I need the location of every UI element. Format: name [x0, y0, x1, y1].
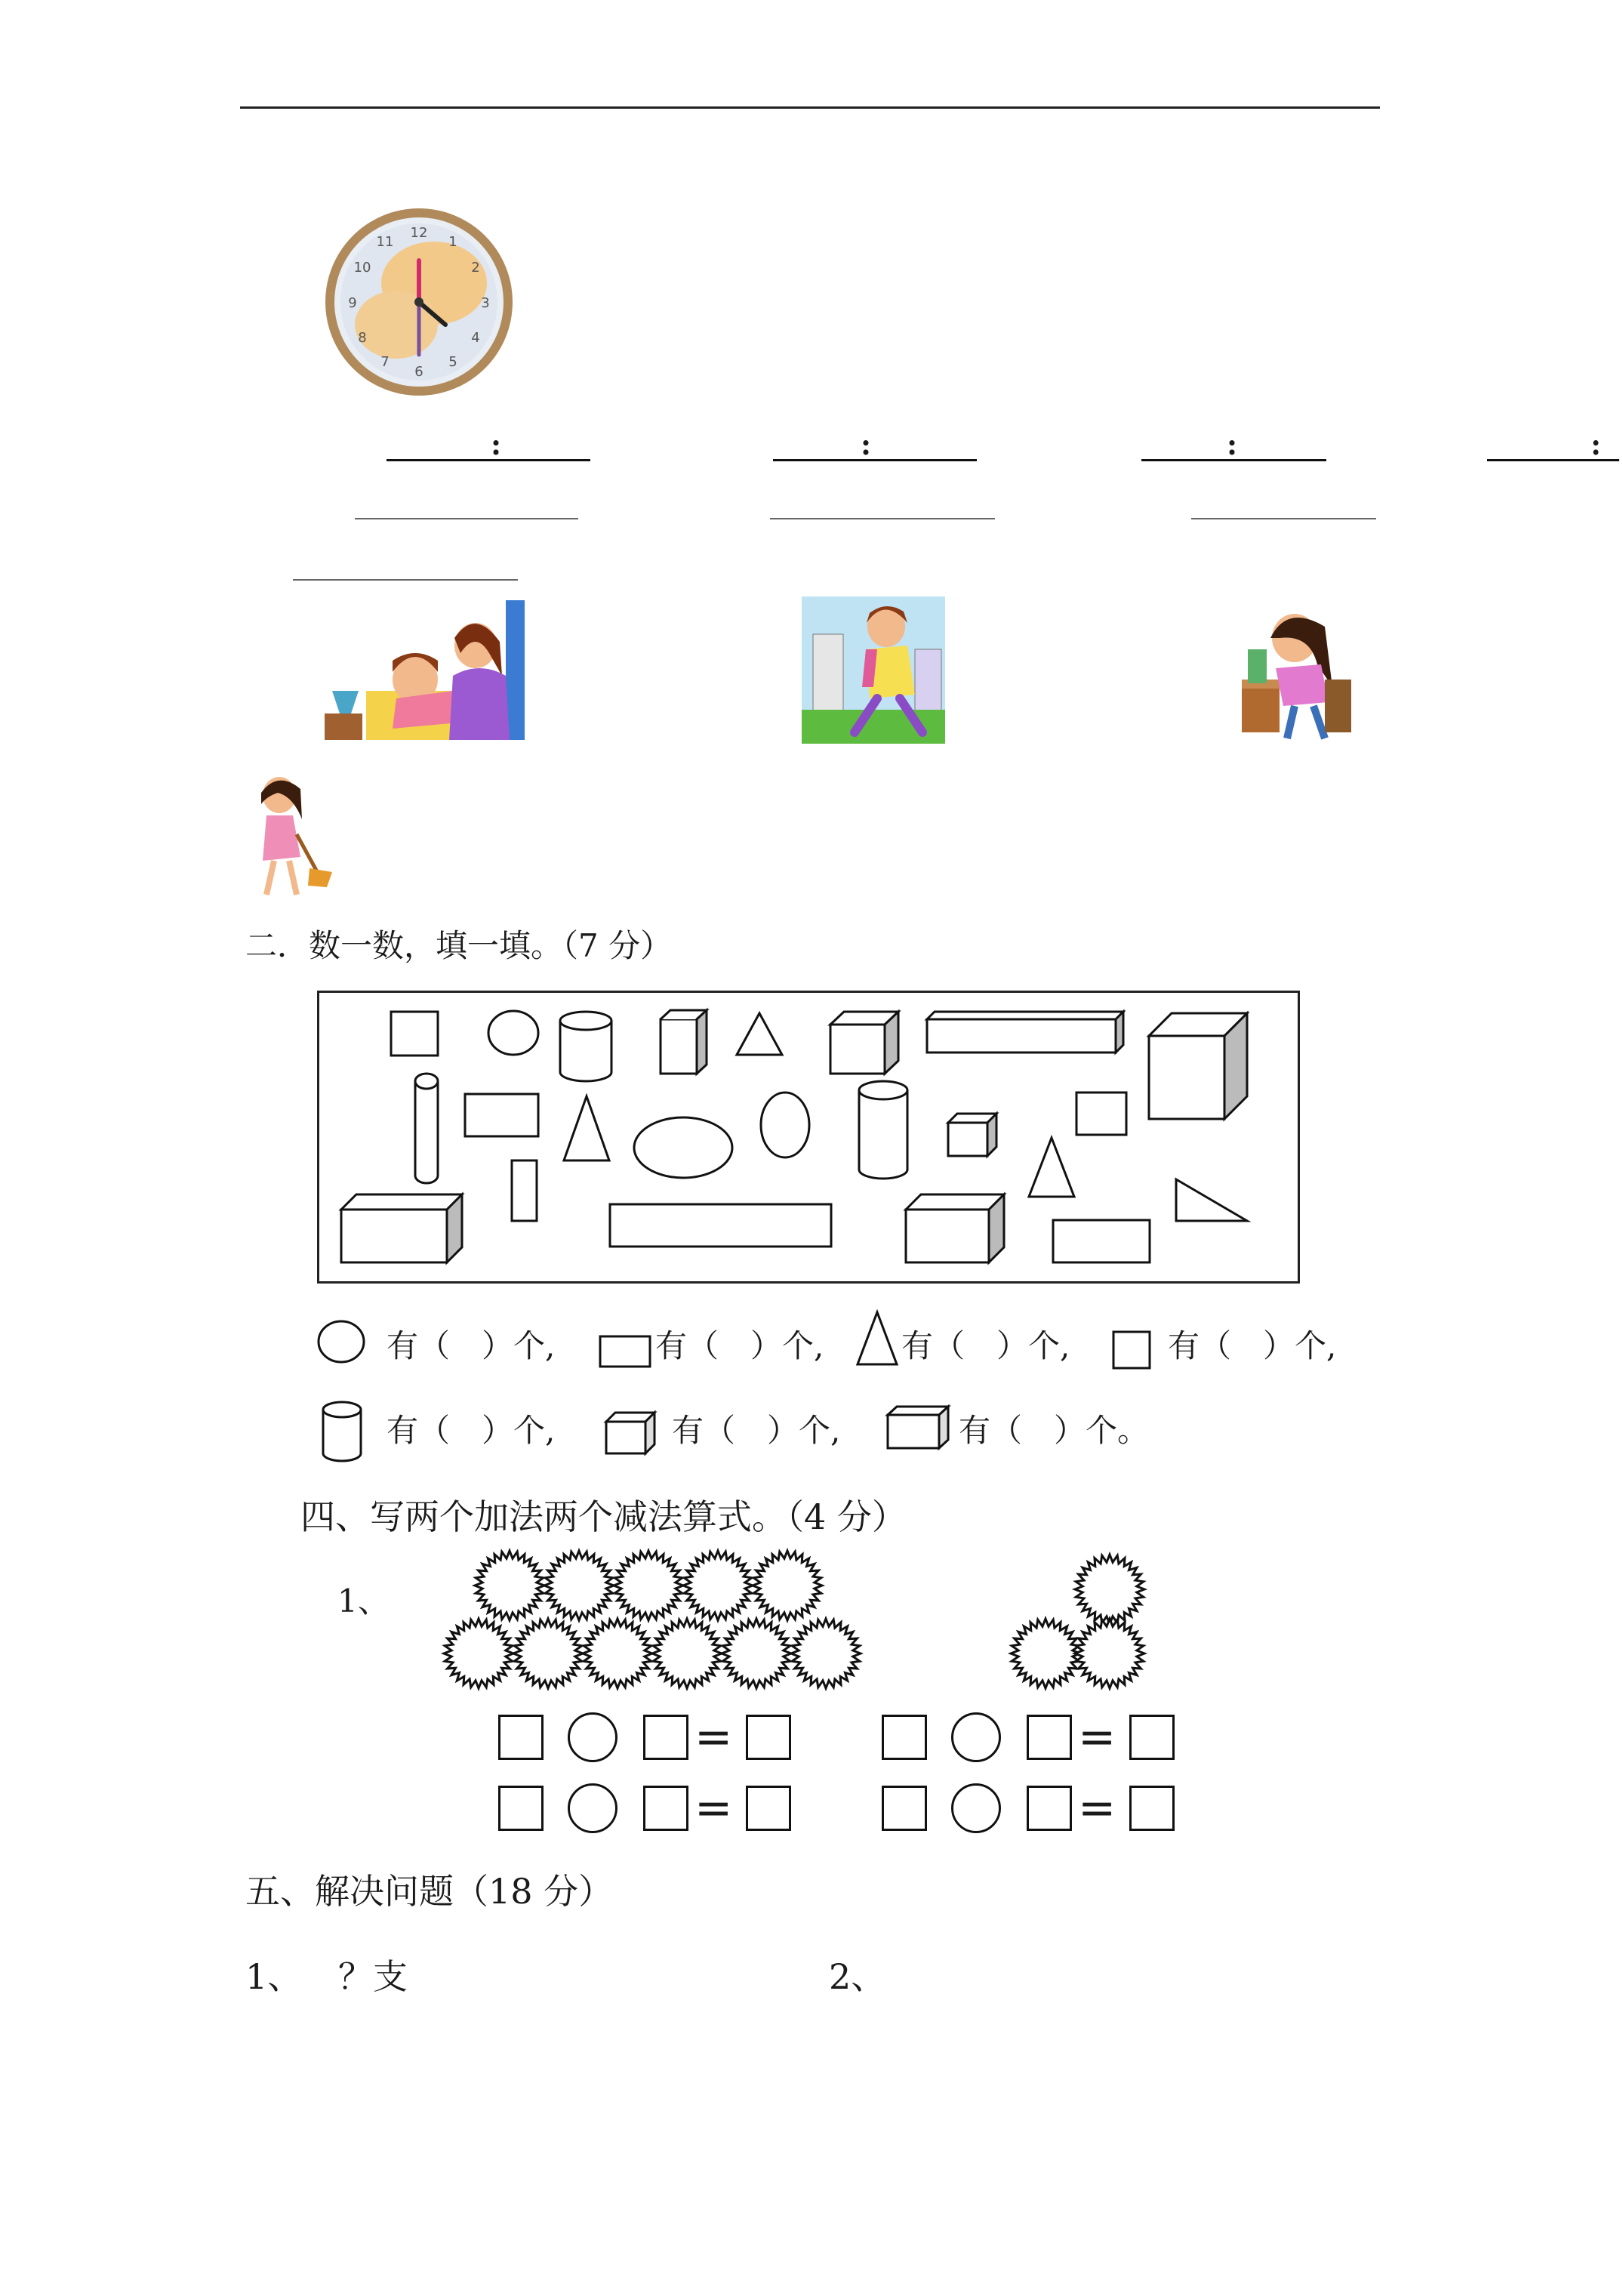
shapes-panel-drawing [317, 991, 1298, 1281]
equation-row-1-right [882, 1712, 1184, 1765]
operator-circle[interactable] [568, 1783, 617, 1833]
rectangle-shape [465, 1094, 538, 1136]
count-circle-text[interactable]: 有（ ）个, [387, 1327, 556, 1364]
big-cube-shape [1149, 1013, 1247, 1119]
count-cylinder-text[interactable]: 有（ ）个, [387, 1412, 556, 1449]
sun-burst-icon [722, 1619, 791, 1688]
sun-burst-icon [791, 1619, 861, 1688]
sweeping-girl-icon [248, 774, 334, 898]
sun-burst-icon [444, 1619, 513, 1688]
question-2-label: 2、 [829, 1956, 886, 1997]
time-colon-2: : [861, 427, 872, 461]
triangle-shape [737, 1013, 782, 1055]
square-shape-2 [1076, 1093, 1126, 1135]
vertical-oval-shape [761, 1093, 809, 1157]
answer-line-3[interactable] [1191, 518, 1376, 519]
svg-text:2: 2 [471, 260, 480, 276]
mother-daughter-bed-icon [325, 600, 525, 740]
thin-rectangle-shape [512, 1160, 537, 1221]
answer-box[interactable] [643, 1786, 688, 1831]
answer-line-4[interactable] [293, 579, 518, 581]
cube-shape [830, 1012, 898, 1074]
sun-burst-icon [513, 1619, 583, 1688]
sun-burst-icon [683, 1551, 753, 1620]
long-cuboid-shape [927, 1012, 1123, 1052]
triangle-shape-3 [1029, 1138, 1074, 1197]
section-two-heading: 二．数一数，填一填。（7 分） [245, 927, 673, 964]
time-colon-3: : [1227, 427, 1238, 461]
answer-box[interactable] [1129, 1786, 1175, 1831]
time-blank-1[interactable] [387, 459, 590, 461]
question-1-label: 1、 [245, 1956, 303, 1997]
long-rectangle-shape [610, 1204, 831, 1247]
svg-text:4: 4 [471, 330, 480, 346]
sun-burst-icon [1075, 1555, 1144, 1624]
answer-box[interactable] [882, 1786, 927, 1831]
equals-sign: = [694, 1711, 733, 1764]
answer-box[interactable] [1027, 1786, 1072, 1831]
answer-box[interactable] [1129, 1715, 1175, 1760]
operator-circle[interactable] [951, 1712, 1001, 1762]
sun-burst-icon [1011, 1619, 1080, 1688]
time-blank-2[interactable] [773, 459, 977, 461]
oval-shape [634, 1117, 732, 1178]
rectangle-icon [599, 1335, 651, 1368]
cube-icon [604, 1410, 658, 1456]
small-cube-shape [948, 1114, 996, 1156]
circle-icon [317, 1320, 365, 1364]
svg-text:5: 5 [448, 354, 457, 370]
svg-text:10: 10 [353, 260, 371, 276]
equation-row-1-left [498, 1712, 800, 1765]
section-five-heading: 五、解决问题（18 分） [245, 1871, 614, 1912]
answer-box[interactable] [746, 1786, 791, 1831]
sun-burst-icon [544, 1551, 614, 1620]
svg-text:12: 12 [410, 225, 428, 241]
svg-text:8: 8 [358, 330, 367, 346]
answer-box[interactable] [498, 1715, 544, 1760]
cylinder-shape [560, 1012, 611, 1081]
sun-burst-icon [614, 1551, 683, 1620]
svg-text:9: 9 [348, 295, 357, 311]
time-colon-4: : [1591, 427, 1602, 461]
count-cube-text[interactable]: 有（ ）个, [672, 1412, 841, 1449]
square-shape [391, 1012, 438, 1056]
cuboid-shape-3 [906, 1194, 1004, 1262]
answer-box[interactable] [643, 1715, 688, 1760]
circle-shape [488, 1011, 538, 1055]
section-four-heading: 四、写两个加法两个减法算式。（4 分） [300, 1496, 907, 1537]
equals-sign: = [694, 1782, 733, 1835]
answer-box[interactable] [1027, 1715, 1072, 1760]
svg-text:1: 1 [448, 234, 457, 250]
triangle-shape-2 [564, 1096, 609, 1160]
right-triangle-shape [1176, 1179, 1247, 1221]
sun-burst-group-right [1004, 1548, 1155, 1699]
cylinder-icon [321, 1401, 363, 1464]
sun-burst-group-left [438, 1540, 868, 1699]
time-colon-1: : [491, 427, 502, 461]
sun-burst-icon [475, 1551, 544, 1620]
count-triangle-text[interactable]: 有（ ）个, [901, 1327, 1070, 1364]
svg-text:7: 7 [380, 354, 390, 370]
answer-line-1[interactable] [355, 518, 578, 519]
equals-sign: = [1078, 1782, 1116, 1835]
sun-burst-icon [1075, 1619, 1144, 1688]
reading-girl-icon [1242, 604, 1355, 740]
tall-cylinder-shape [415, 1074, 438, 1183]
cuboid-shape-2 [341, 1194, 462, 1262]
header-rule [240, 106, 1380, 109]
answer-box[interactable] [882, 1715, 927, 1760]
count-cuboid-text[interactable]: 有（ ）个。 [959, 1412, 1150, 1449]
equals-sign: = [1078, 1711, 1116, 1764]
clock-icon [321, 204, 517, 400]
cuboid-shape [661, 1010, 707, 1074]
triangle-icon [855, 1310, 899, 1367]
running-girl-icon [802, 596, 945, 744]
item-label-1: 1、 [337, 1583, 390, 1620]
answer-box[interactable] [746, 1715, 791, 1760]
answer-box[interactable] [498, 1786, 544, 1831]
question-1-text: ？支 [338, 1956, 408, 1997]
answer-line-2[interactable] [770, 518, 995, 519]
count-square-text[interactable]: 有（ ）个, [1168, 1327, 1337, 1364]
operator-circle[interactable] [568, 1712, 617, 1762]
cylinder-shape-2 [859, 1081, 907, 1179]
square-icon [1112, 1330, 1151, 1370]
sun-burst-icon [753, 1551, 822, 1620]
sun-burst-icon [652, 1619, 722, 1688]
rectangle-shape-2 [1053, 1220, 1150, 1262]
svg-text:6: 6 [414, 364, 423, 380]
operator-circle[interactable] [951, 1783, 1001, 1833]
equation-row-2-left [498, 1783, 800, 1836]
svg-text:3: 3 [481, 295, 490, 311]
sun-burst-icon [583, 1619, 652, 1688]
equation-row-2-right [882, 1783, 1184, 1836]
svg-text:11: 11 [376, 234, 394, 250]
cuboid-icon [885, 1404, 952, 1451]
count-rectangle-text[interactable]: 有（ ）个, [655, 1327, 824, 1364]
